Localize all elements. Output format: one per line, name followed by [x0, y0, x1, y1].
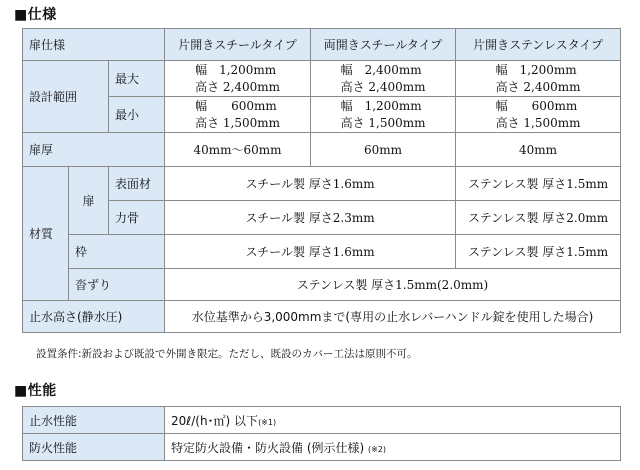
fire-performance-note: (※2) — [368, 444, 387, 454]
column-header-single-stainless: 片開きステンレスタイプ — [456, 29, 621, 61]
design-range-label: 設計範囲 — [23, 61, 109, 133]
water-performance-value: 20ℓ/(h･㎡) 以下(※1) — [165, 407, 621, 434]
rib-label: 力骨 — [109, 201, 165, 235]
fire-performance-value: 特定防火設備・防火設備 (例示仕様) (※2) — [165, 434, 621, 461]
water-height-label: 止水高さ(静水圧) — [23, 301, 165, 333]
performance-table — [22, 406, 621, 461]
min-size-double-steel: 幅 1,200mm 高さ 1,500mm — [311, 97, 456, 133]
surface-steel: スチール製 厚さ1.6mm — [165, 167, 456, 201]
water-height-value: 水位基準から3,000mmまで(専用の止水レバーハンドル錠を使用した場合) — [165, 301, 621, 333]
section-title-text: 性能 — [27, 383, 57, 399]
max-size-double-steel: 幅 2,400mm 高さ 2,400mm — [311, 61, 456, 97]
installation-note: 設置条件:新設および既設で外開き限定。ただし、既設のカバー工法は原則不可。 — [36, 348, 418, 360]
thickness-single-steel: 40mm～60mm — [165, 133, 311, 167]
square-marker-icon: ■ — [14, 7, 28, 23]
section-title-spec — [14, 4, 57, 24]
frame-label: 枠 — [69, 235, 165, 269]
min-label: 最小 — [109, 97, 165, 133]
material-label: 材質 — [23, 167, 69, 301]
surface-label: 表面材 — [109, 167, 165, 201]
water-performance-label: 止水性能 — [23, 407, 165, 434]
rib-stainless: ステンレス製 厚さ2.0mm — [456, 201, 621, 235]
thickness-label: 扉厚 — [23, 133, 165, 167]
spec-table — [22, 28, 621, 333]
max-size-single-stainless: 幅 1,200mm 高さ 2,400mm — [456, 61, 621, 97]
square-marker-icon: ■ — [14, 383, 28, 399]
rib-steel: スチール製 厚さ2.3mm — [165, 201, 456, 235]
surface-stainless: ステンレス製 厚さ1.5mm — [456, 167, 621, 201]
sill-label: 沓ずり — [69, 269, 165, 301]
sill-value: ステンレス製 厚さ1.5mm(2.0mm) — [165, 269, 621, 301]
door-label: 扉 — [69, 167, 109, 235]
door-spec-header: 扉仕様 — [23, 29, 165, 61]
frame-steel: スチール製 厚さ1.6mm — [165, 235, 456, 269]
min-size-single-stainless: 幅 600mm 高さ 1,500mm — [456, 97, 621, 133]
min-size-single-steel: 幅 600mm 高さ 1,500mm — [165, 97, 311, 133]
column-header-single-steel: 片開きスチールタイプ — [165, 29, 311, 61]
column-header-double-steel: 両開きスチールタイプ — [311, 29, 456, 61]
max-label: 最大 — [109, 61, 165, 97]
thickness-double-steel: 60mm — [311, 133, 456, 167]
section-title-text: 仕様 — [27, 7, 57, 23]
thickness-single-stainless: 40mm — [456, 133, 621, 167]
frame-stainless: ステンレス製 厚さ1.5mm — [456, 235, 621, 269]
water-performance-note: (※1) — [258, 417, 277, 427]
section-title-performance — [14, 380, 57, 400]
fire-performance-label: 防火性能 — [23, 434, 165, 461]
max-size-single-steel: 幅 1,200mm 高さ 2,400mm — [165, 61, 311, 97]
